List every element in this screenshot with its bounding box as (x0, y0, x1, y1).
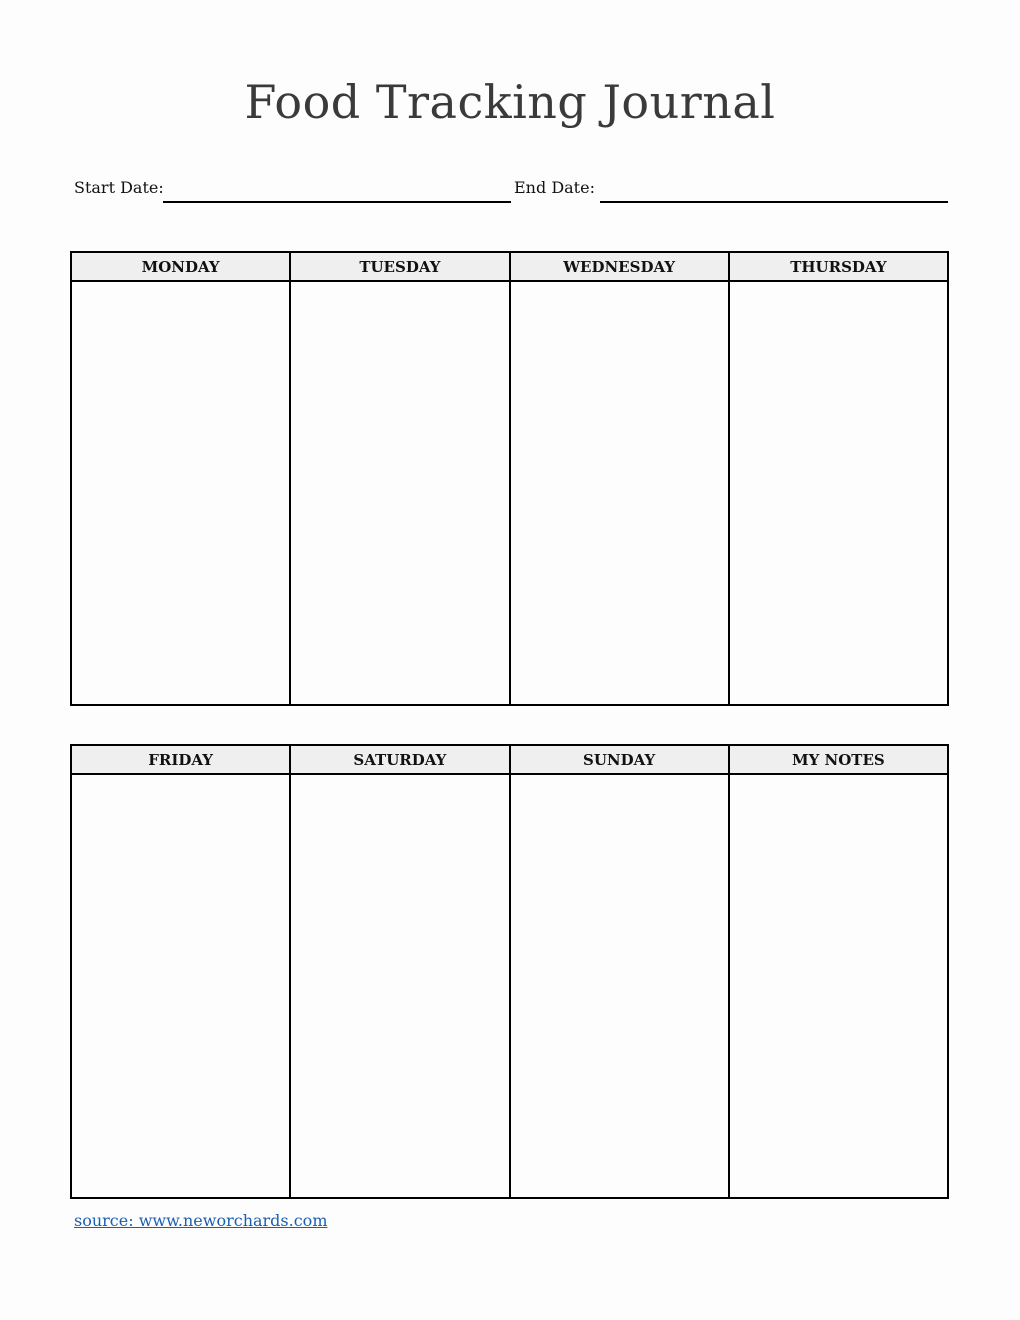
end-date-label: End Date: (514, 178, 595, 197)
date-range-row (74, 174, 948, 206)
cell-tuesday[interactable] (290, 281, 509, 705)
start-date-label: Start Date: (74, 178, 164, 197)
cell-saturday[interactable] (290, 774, 509, 1198)
header-friday: FRIDAY (71, 745, 290, 774)
start-date-field[interactable] (163, 201, 511, 203)
cell-friday[interactable] (71, 774, 290, 1198)
cell-thursday[interactable] (729, 281, 948, 705)
header-thursday: THURSDAY (729, 252, 948, 281)
cell-wednesday[interactable] (510, 281, 729, 705)
cell-monday[interactable] (71, 281, 290, 705)
cell-sunday[interactable] (510, 774, 729, 1198)
end-date-field[interactable] (600, 201, 948, 203)
weekday-table-top (70, 251, 949, 706)
header-saturday: SATURDAY (290, 745, 509, 774)
header-tuesday: TUESDAY (290, 252, 509, 281)
header-wednesday: WEDNESDAY (510, 252, 729, 281)
header-my-notes: MY NOTES (729, 745, 948, 774)
cell-my-notes[interactable] (729, 774, 948, 1198)
source-link[interactable]: source: www.neworchards.com (74, 1211, 328, 1230)
page-title: Food Tracking Journal (244, 75, 776, 129)
header-sunday: SUNDAY (510, 745, 729, 774)
header-monday: MONDAY (71, 252, 290, 281)
weekday-table-bottom (70, 744, 949, 1199)
